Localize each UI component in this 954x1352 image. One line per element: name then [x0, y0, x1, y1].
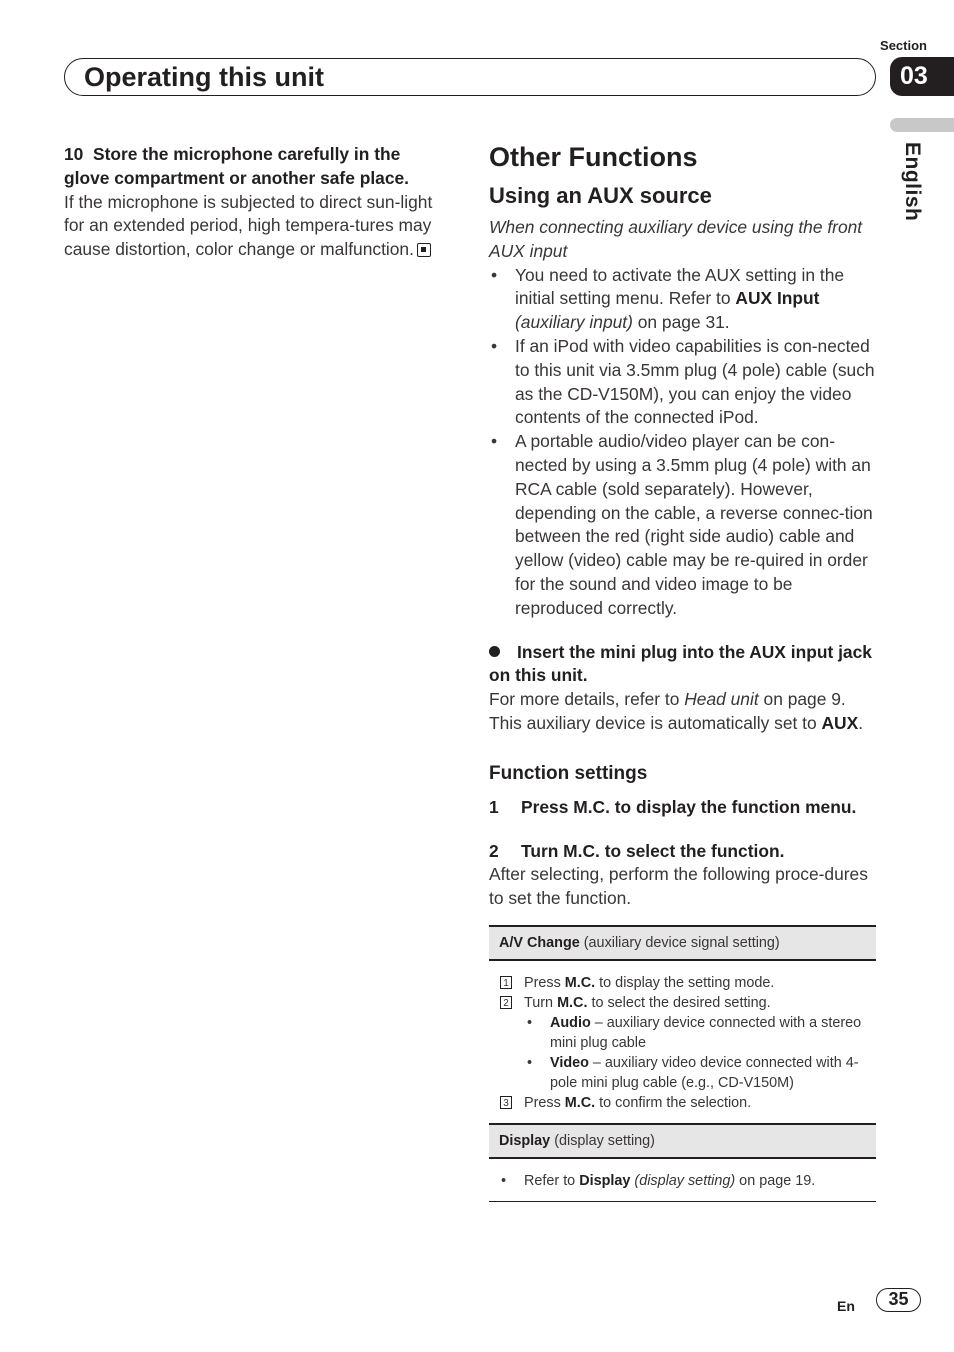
language-label: English [901, 142, 924, 222]
aux-input-desc: (auxiliary input) [515, 312, 633, 333]
page-language: En [837, 1298, 855, 1314]
step-1 [489, 796, 876, 820]
list-item: • A portable audio/video player can be con-nected by using a 3.5mm plug (4 pole) with an RCA cable (sold separately). However, depending on the cable, a reverse connec-tion between the red (right side audio) cable and yellow (video) cable may be re-quired in order for the sound and video image to be reproduced correctly. [489, 430, 876, 620]
step-2-body: After selecting, perform the following proce-dures to set the function. [489, 864, 868, 909]
list-item [499, 993, 866, 1013]
step-10-number: 10 [64, 144, 84, 164]
mc-label: M.C. [557, 994, 588, 1011]
row-text: to select the desired setting. [587, 994, 771, 1011]
insert-body-text: . [858, 712, 864, 733]
row-text: to confirm the selection. [595, 1094, 752, 1111]
function-table [489, 925, 876, 1202]
function-desc: (display setting) [550, 1132, 655, 1149]
step-2 [489, 840, 876, 864]
function-desc: (auxiliary device signal setting) [579, 934, 780, 951]
list-item [499, 1013, 866, 1053]
list-item [499, 973, 866, 993]
step-number: 2 [489, 840, 499, 861]
step-10-body-text: If the microphone is subjected to direct sun-light for an extended period, high tempera-tures may cause distortion, color change or malfunction. [64, 191, 433, 260]
row-text: on page 19. [735, 1172, 816, 1189]
row-text: Turn [524, 994, 558, 1011]
list-item [499, 1093, 866, 1113]
table-row [489, 961, 876, 1125]
option-desc: – auxiliary video device connected with 4-pole mini plug cable (e.g., CD-V150M) [550, 1054, 859, 1091]
bullet-dot-icon [489, 646, 500, 657]
table-row [489, 1159, 876, 1202]
heading-function-settings: Function settings [489, 762, 648, 784]
function-name: A/V Change [499, 934, 580, 951]
aux-bullet-list [489, 264, 876, 621]
page-number: 35 [876, 1288, 921, 1312]
step-number-box: 1 [500, 976, 512, 989]
insert-heading-text: Insert the mini plug into the AUX input jack on this unit. [489, 641, 872, 686]
table-row [489, 1125, 876, 1159]
step-10-body [64, 191, 449, 262]
step-10-title: Store the microphone carefully in the glove compartment or another safe place. [64, 144, 410, 188]
language-tab [890, 118, 954, 132]
insert-heading [489, 641, 876, 689]
mc-label: M.C. [564, 974, 596, 991]
step-number-box: 3 [500, 1096, 512, 1109]
table-row [489, 925, 876, 961]
aux-intro: When connecting auxiliary device using the front AUX input [489, 217, 863, 261]
display-label: Display [579, 1172, 631, 1189]
bullet-text: You need to activate the AUX setting in the initial setting menu. Refer to [515, 264, 845, 309]
section-label: Section [880, 38, 927, 53]
option-desc: – auxiliary device connected with a stereo mini plug cable [550, 1014, 862, 1051]
bullet-text: on page 31. [632, 312, 730, 333]
list-item: • If an iPod with video capabilities is con-nected to this unit via 3.5mm plug (4 pole) cable (such as the CD-V150M), you can enjoy the video contents of the connected iPod. [489, 335, 876, 430]
right-column [489, 140, 876, 1202]
end-of-section-icon [417, 243, 431, 257]
list-item [499, 1171, 866, 1191]
section-number-badge: 03 [890, 57, 954, 96]
aux-input-link: AUX Input [735, 288, 820, 309]
heading-aux-source: Using an AUX source [489, 183, 712, 208]
aux-label: AUX [821, 712, 859, 733]
heading-other-functions: Other Functions [489, 142, 698, 172]
list-item [489, 264, 876, 335]
step-text: Press M.C. to display the function menu. [521, 796, 857, 817]
list-item [499, 1053, 866, 1093]
display-desc: (display setting) [634, 1172, 736, 1189]
option-name: Video [550, 1054, 589, 1071]
mc-label: M.C. [564, 1094, 596, 1111]
option-name: Audio [550, 1014, 591, 1031]
chapter-title: Operating this unit [84, 62, 324, 92]
step-10-heading [64, 143, 449, 191]
row-text: Refer to [524, 1172, 580, 1189]
insert-body [489, 688, 876, 736]
row-text: to display the setting mode. [595, 974, 775, 991]
row-text: Press [524, 974, 565, 991]
function-name: Display [499, 1132, 551, 1149]
step-number-box: 2 [500, 996, 512, 1009]
left-column [64, 143, 449, 262]
chapter-header [64, 58, 876, 96]
head-unit-ref: Head unit [684, 689, 759, 710]
step-number: 1 [489, 796, 499, 817]
insert-body-text: on page 9. [758, 689, 846, 710]
step-text: Turn M.C. to select the function. [521, 840, 785, 861]
row-text: Press [524, 1094, 565, 1111]
insert-body-text: For more details, refer to [489, 689, 685, 710]
insert-body-text: This auxiliary device is automatically set to [489, 712, 822, 733]
